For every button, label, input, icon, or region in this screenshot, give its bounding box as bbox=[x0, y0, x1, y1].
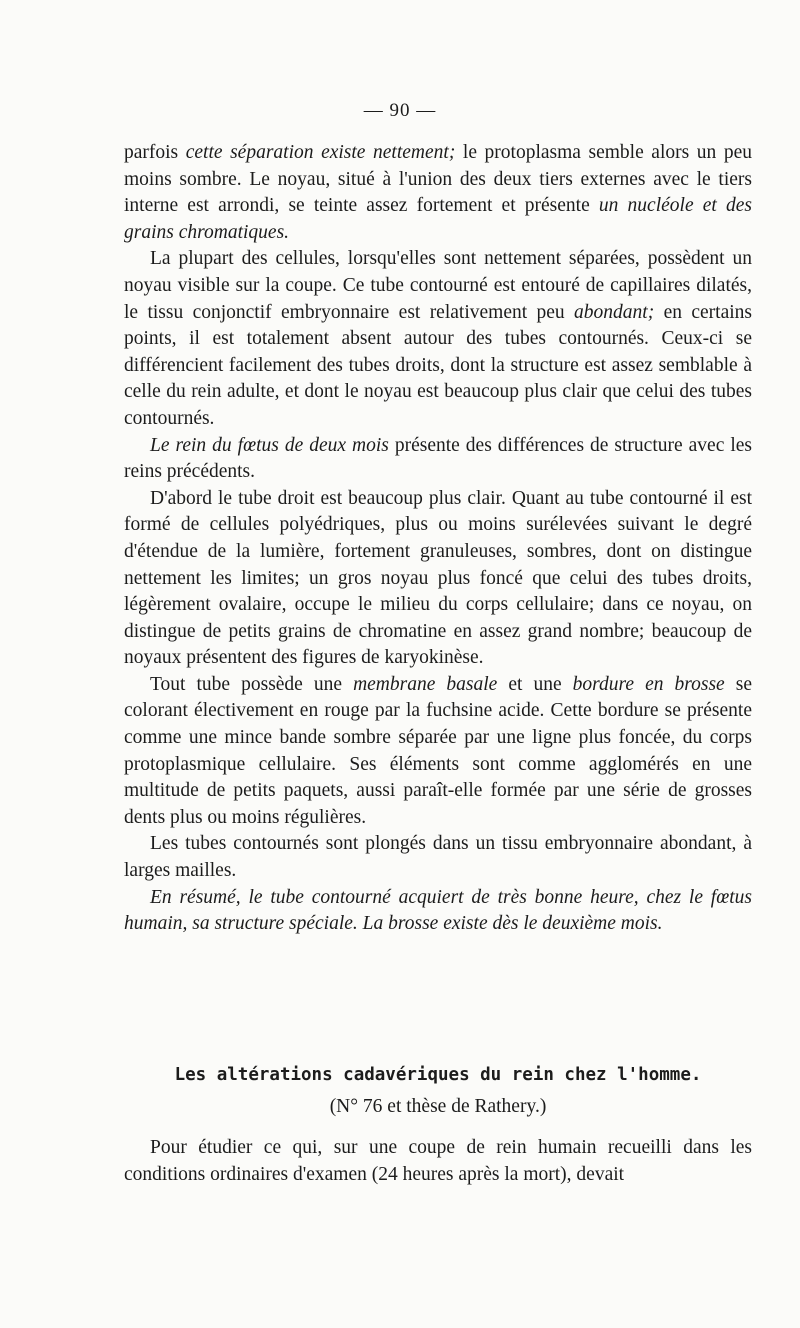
text-run: La plupart des cellules, lorsqu'elles sont nettement séparées, possèdent un noyau visible sur la coupe. Ce tube contourné est entouré de capillaires dilatés, le tissu conjonctif embryonnaire est relativement peu bbox=[124, 248, 752, 323]
italic-text: abondant; bbox=[574, 301, 655, 323]
section-first-paragraph: Pour étudier ce qui, sur une coupe de rein humain recueilli dans les conditions ordinaires d'examen (24 heures après la mort), devait bbox=[124, 1137, 752, 1185]
section-subheading: (N° 76 et thèse de Rathery.) bbox=[329, 1096, 547, 1117]
paragraph bbox=[124, 246, 752, 432]
text-run: et une bbox=[497, 673, 573, 695]
section-heading: Les altérations cadavériques du rein chez l'homme. bbox=[174, 1065, 702, 1085]
italic-text: cette séparation existe nettement; bbox=[185, 142, 456, 163]
italic-text: un nucléole et des grains chromatiques. bbox=[124, 195, 752, 243]
text-run: Les tubes contournés sont plongés dans un tissu embryonnaire abondant, à larges mailles. bbox=[124, 833, 752, 882]
paragraph bbox=[124, 140, 752, 246]
italic-text: Le rein du fœtus de deux mois bbox=[150, 434, 389, 456]
paragraph bbox=[124, 672, 752, 832]
text-run: le protoplasma semble alors un peu moins sombre. Le noyau, situé à l'union des deux tiers externes avec le tiers interne est arrondi, se teinte assez fortement et présente bbox=[124, 142, 752, 217]
paragraph bbox=[124, 831, 752, 884]
italic-text: membrane basale bbox=[353, 673, 498, 695]
text-run: D'abord le tube droit est beaucoup plus clair. Quant au tube contourné il est formé de cellules polyédriques, plus ou moins surélevées suivant le degré d'étendue de la lumière, fortement granuleuses, sombres, dont on distingue nettement les limites; un gros noyau plus foncé que celui des tubes droits, légèrement ovalaire, occupe le milieu du corps cellulaire; dans ce noyau, on distingue de petits grains de chromatine en assez grand nombre; beaucoup de noyaux présentent des figures de karyokinèse. bbox=[124, 487, 752, 669]
text-run: présente des différences de structure avec les reins précédents. bbox=[124, 434, 753, 483]
paragraph bbox=[124, 433, 752, 486]
text-run: se colorant électivement en rouge par la fuchsine acide. Cette bordure se présente comme une mince bande sombre séparée par une ligne plus foncée, du corps protoplasmique cellulaire. Ses éléments sont comme agglomérés en une multitude de petits paquets, aussi paraît-elle formée par une série de grosses dents plus ou moins régulières. bbox=[124, 673, 752, 828]
text-run: parfois bbox=[124, 142, 186, 163]
paragraph bbox=[124, 885, 752, 938]
italic-text: En résumé, le tube contourné acquiert de très bonne heure, chez le fœtus humain, sa structure spéciale. La brosse existe dès le deuxième mois. bbox=[124, 886, 752, 935]
page-number: — 90 — bbox=[363, 100, 437, 121]
text-run: en certains points, il est totalement absent autour des tubes contournés. Ceux-ci se différencient facilement des tubes droits, dont la structure est assez semblable à celle du rein adulte, et dont le noyau est beaucoup plus clair que celui des tubes contournés. bbox=[124, 301, 752, 429]
body-text bbox=[124, 140, 752, 938]
paragraph bbox=[124, 486, 752, 672]
text-run: Tout tube possède une bbox=[150, 673, 354, 695]
italic-text: bordure en brosse bbox=[572, 673, 725, 695]
